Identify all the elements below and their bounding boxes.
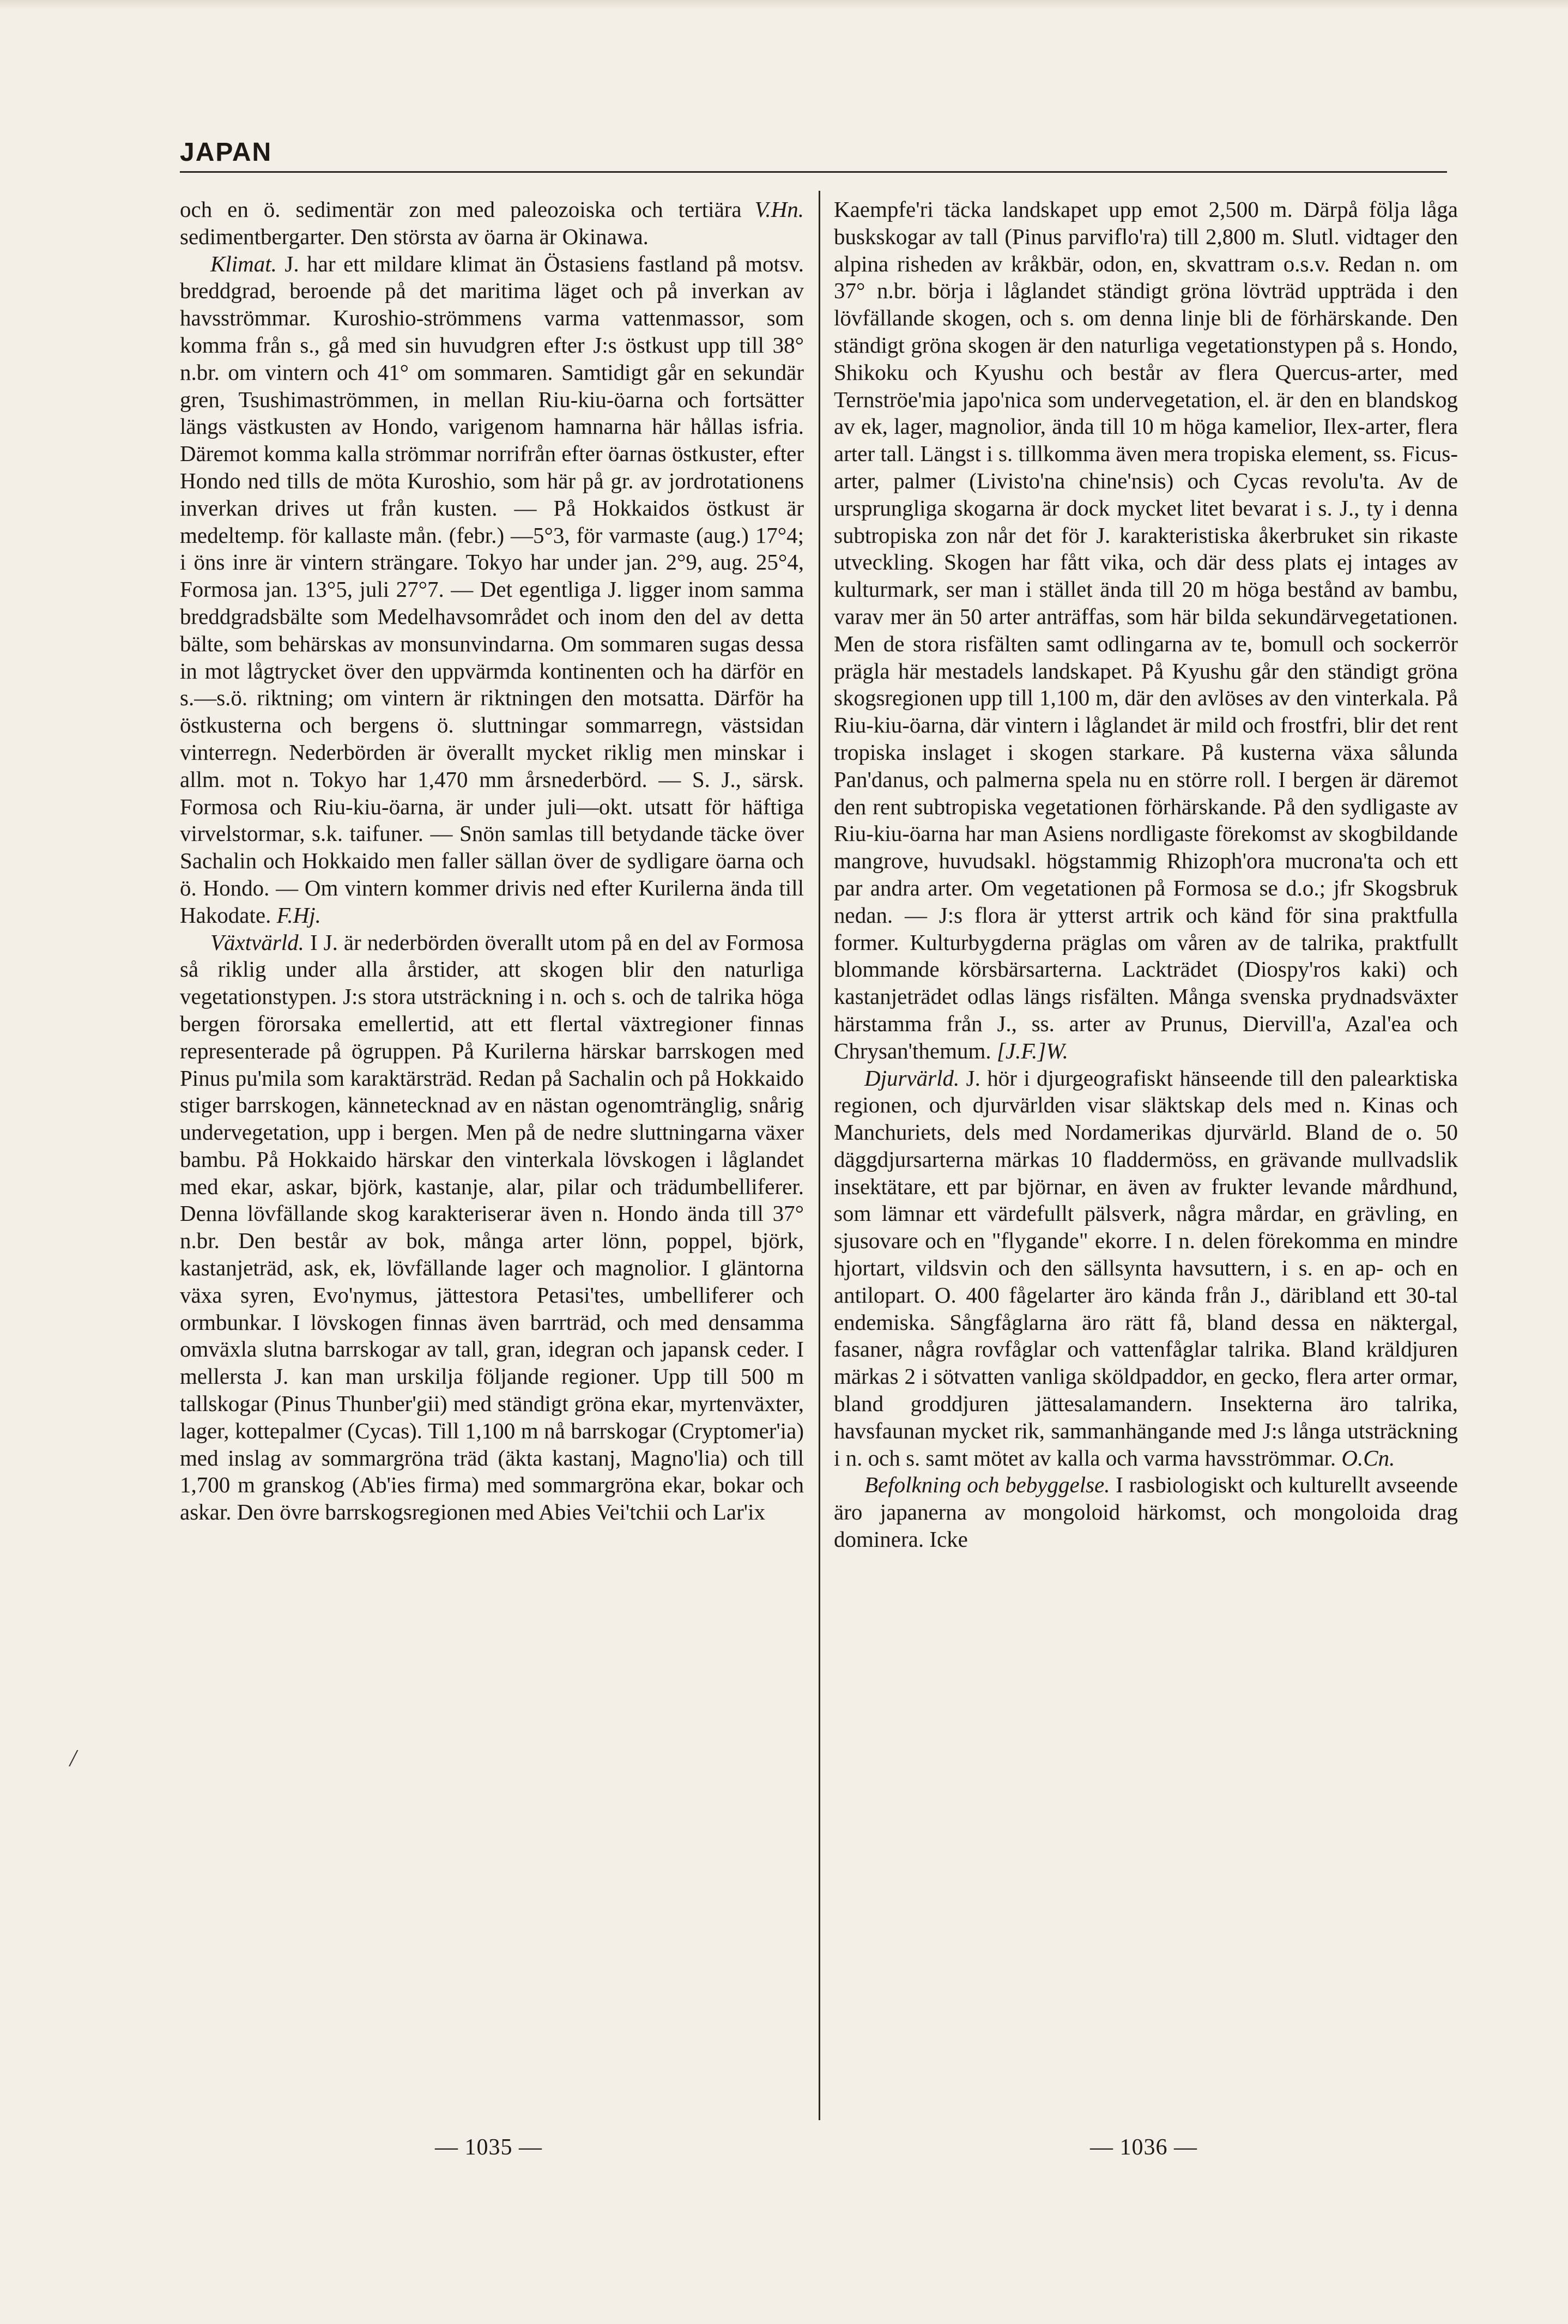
section-heading-flora: Växtvärld.: [210, 929, 304, 955]
paragraph-flora: [180, 929, 804, 1527]
paragraph-population: [834, 1472, 1458, 1553]
paragraph-text: I J. är nederbörden överallt utom på en del av Formosa så riklig under alla årstider, att skogen blir den naturliga vegetationstypen. J:s stora utsträckning i n. och s. och de talrika höga bergen förorsaka emellertid, att ett flertal växtregioner finnas representerade på ögruppen. På Kurilerna härskar barrskogen med Pinus pu'mila som karaktärsträd. Redan på Sachalin och på Hokkaido stiger barrskogen, kännetecknad av en nästan ogenomtränglig, snårig undervegetation, upp i bergen. Men på de nedre sluttningarna växer bambu. På Hokkaido härskar den vinterkala lövskogen i låglandet med ekar, askar, björk, kastanje, alar, pilar och trädumbelliferer. Denna lövfällande skog karakteriserar även n. Hondo ända till 37° n.br. Den består av bok, många arter lönn, poppel, björk, kastanjeträd, ask, ek, lövfällande lager och magnolior. I gläntorna växa syren, Evo'nymus, jättestora Petasi'tes, umbelliferer och ormbunkar. I lövskogen finnas även barrträd, och med densamma omväxla slutna barrskogar av tall, gran, idegran och japansk ceder. I mellersta J. kan man urskilja följande regioner. Upp till 500 m tallskogar (Pinus Thunber'gii) med ständigt gröna ekar, myrtenväxter, lager, kottepalmer (Cycas). Till 1,100 m nå barrskogar (Cryptomer'ia) med inslag av sommargröna träd (äkta kastanj, Magno'lia) och till 1,700 m granskog (Ab'ies firma) med sommargröna ekar, bokar och askar. Den övre barrskogsregionen med Abies Vei'tchii och Lar'ix: [180, 929, 804, 1525]
margin-pencil-mark: /: [70, 1745, 77, 1771]
page-number-right: — 1036 —: [1090, 2135, 1197, 2160]
header-rule: [180, 171, 1447, 173]
paragraph-flora-continued: [834, 196, 1458, 1065]
right-column: [834, 196, 1458, 2126]
author-signature: O.Cn.: [1341, 1445, 1395, 1470]
author-signature: F.Hj.: [276, 902, 321, 928]
running-head: JAPAN: [180, 138, 273, 167]
author-signature: V.Hn.: [754, 197, 804, 222]
section-heading-climate: Klimat.: [210, 251, 277, 276]
paragraph-geology-end: [180, 196, 804, 251]
author-signature: [J.F.]W.: [996, 1038, 1068, 1063]
paragraph-text: J. har ett mildare klimat än Östasiens fastland på motsv. breddgrad, beroende på det maritima läget och på inverkan av havsströmmar. Kuroshio-strömmens varma vattenmassor, som komma från s., gå med sin huvudgren efter J:s östkust upp till 38° n.br. om vintern och 41° om sommaren. Samtidigt går en sekundär gren, Tsushimaströmmen, in mellan Riu-kiu-öarna och fortsätter längs västkusten av Hondo, varigenom hamnarna här hållas isfria. Däremot komma kalla strömmar norrifrån efter öarnas östkuster, efter Hondo ned tills de möta Kuroshio, som här på gr. av jordrotationens inverkan drives ut från kusten. — På Hokkaidos östkust är medeltemp. för kallaste mån. (febr.) —5°3, för varmaste (aug.) 17°4; i öns inre är vintern strängare. Tokyo har under jan. 2°9, aug. 25°4, Formosa jan. 13°5, juli 27°7. — Det egentliga J. ligger inom samma breddgradsbälte som Medelhavsområdet och inom den del av detta bälte, som behärskas av monsunvindarna. Om sommaren sugas dessa in mot lågtrycket över den uppvärmda kontinenten och ha därför en s.—s.ö. riktning; om vintern är riktningen den motsatta. Därför ha östkusterna och bergens ö. sluttningar sommarregn, västsidan vinterregn. Nederbörden är överallt mycket riklig men minskar i allm. mot n. Tokyo har 1,470 mm årsnederbörd. — S. J., särsk. Formosa och Riu-kiu-öarna, är under juli—okt. utsatt för häftiga virvelstormar, s.k. taifuner. — Snön samlas till betydande täcke över Sachalin och Hokkaido men faller sällan över de sydligare öarna och ö. Hondo. — Om vintern kommer drivis ned efter Kurilerna ända till Hakodate.: [180, 251, 804, 928]
paragraph-text: Kaempfe'ri täcka landskapet upp emot 2,500 m. Därpå följa låga buskskogar av tall (Pinus parviflo'ra) till 2,800 m. Slutl. vidtager den alpina risheden av kråkbär, odon, en, skvattram o.s.v. Redan n. om 37° n.br. börja i låglandet ständigt gröna lövträd uppträda i den lövfällande skogen, och s. om denna linje bli de förhärskande. Den ständigt gröna skogen är den naturliga vegetationstypen på s. Hondo, Shikoku och Kyushu och består av flera Quercus-arter, med Ternströe'mia japo'nica som undervegetation, el. är den en blandskog av ek, lager, magnolior, ända till 10 m höga kamelior, Ilex-arter, flera arter tall. Längst i s. tillkomma även mera tropiska element, ss. Ficus-arter, palmer (Livisto'na chine'nsis) och Cycas revolu'ta. Av de ursprungliga skogarna är dock mycket litet bevarat i s. J., ty i denna subtropiska zon når det för J. karakteristiska åkerbruket sin rikaste utveckling. Skogen har fått vika, och där dess plats ej intages av kulturmark, ser man i stället ända till 20 m höga bestånd av bambu, varav mer än 50 arter anträffas, som här bilda sekundärvegetationen. Men de stora risfälten samt odlingarna av te, bomull och sockerrör prägla här mestadels landskapet. På Kyushu går den ständigt gröna skogsregionen upp till 1,100 m, där den avlöses av den vinterkala. På Riu-kiu-öarna, där vintern i låglandet är mild och frostfri, blir det rent tropiska inslaget i skogen starkare. På kusterna växa sålunda Pan'danus, och palmerna spela nu en större roll. I bergen är däremot den rent subtropiska vegetationen förhärskande. På den sydligaste av Riu-kiu-öarna har man Asiens nordligaste förekomst av skogbildande mangrove, huvudsakl. högstammig Rhizoph'ora mucrona'ta och ett par andra arter. Om vegetationen på Formosa se d.o.; jfr Skogsbruk nedan. — J:s flora är ytterst artrik och känd för sina praktfulla former. Kulturbygderna präglas om våren av de talrika, praktfullt blommande körsbärsarterna. Lackträdet (Diospy'ros kaki) och kastanjeträdet odlas längs risfälten. Många svenska prydnadsväxter härstamma från J., ss. arter av Prunus, Diervill'a, Azal'ea och Chrysan'themum.: [834, 197, 1458, 1063]
section-heading-fauna: Djurvärld.: [864, 1065, 960, 1091]
paragraph-fauna: [834, 1065, 1458, 1472]
left-column: [180, 196, 804, 2126]
paragraph-text: I rasbiologiskt och kulturellt avseende äro japanerna av mongoloid härkomst, och mongoloida drag dominera. Icke: [834, 1472, 1458, 1552]
page-number-left: — 1035 —: [435, 2135, 542, 2160]
column-divider: [819, 191, 820, 2120]
paragraph-text: och en ö. sedimentär zon med paleozoiska och tertiära sedimentbergarter. Den största av öarna är Okinawa.: [180, 197, 742, 249]
paragraph-text: J. hör i djurgeografiskt hänseende till den palearktiska regionen, och djurvärlden visar släktskap dels med n. Kinas och Manchuriets, dels med Nordamerikas djurvärld. Bland de o. 50 däggdjursarterna märkas 10 fladdermöss, en grävande mullvadslik insektätare, ett par björnar, en även av frukter levande mårdhund, som lämnar ett värdefullt pälsverk, några mårdar, en grävling, en sjusovare och en "flygande" ekorre. I n. delen förekomma en mindre hjortart, vildsvin och den sällsynta havsuttern, i s. en ap- och en antilopart. O. 400 fågelarter äro kända från J., däribland ett 30-tal endemiska. Sångfåglarna äro rätt få, bland dessa en näktergal, fasaner, några rovfåglar och vattenfåglar talrika. Bland kräldjuren märkas 2 i sötvatten vanliga sköldpaddor, en gecko, flera arter ormar, bland groddjuren jättesalamandern. Insekterna äro talrika, havsfaunan mycket rik, sammanhängande med J:s långa utsträckning i n. och s. samt mötet av kalla och varma havsströmmar.: [834, 1065, 1458, 1470]
paragraph-climate: [180, 251, 804, 929]
page-top-edge: [0, 0, 1568, 10]
section-heading-population: Befolkning och bebyggelse.: [864, 1472, 1110, 1498]
